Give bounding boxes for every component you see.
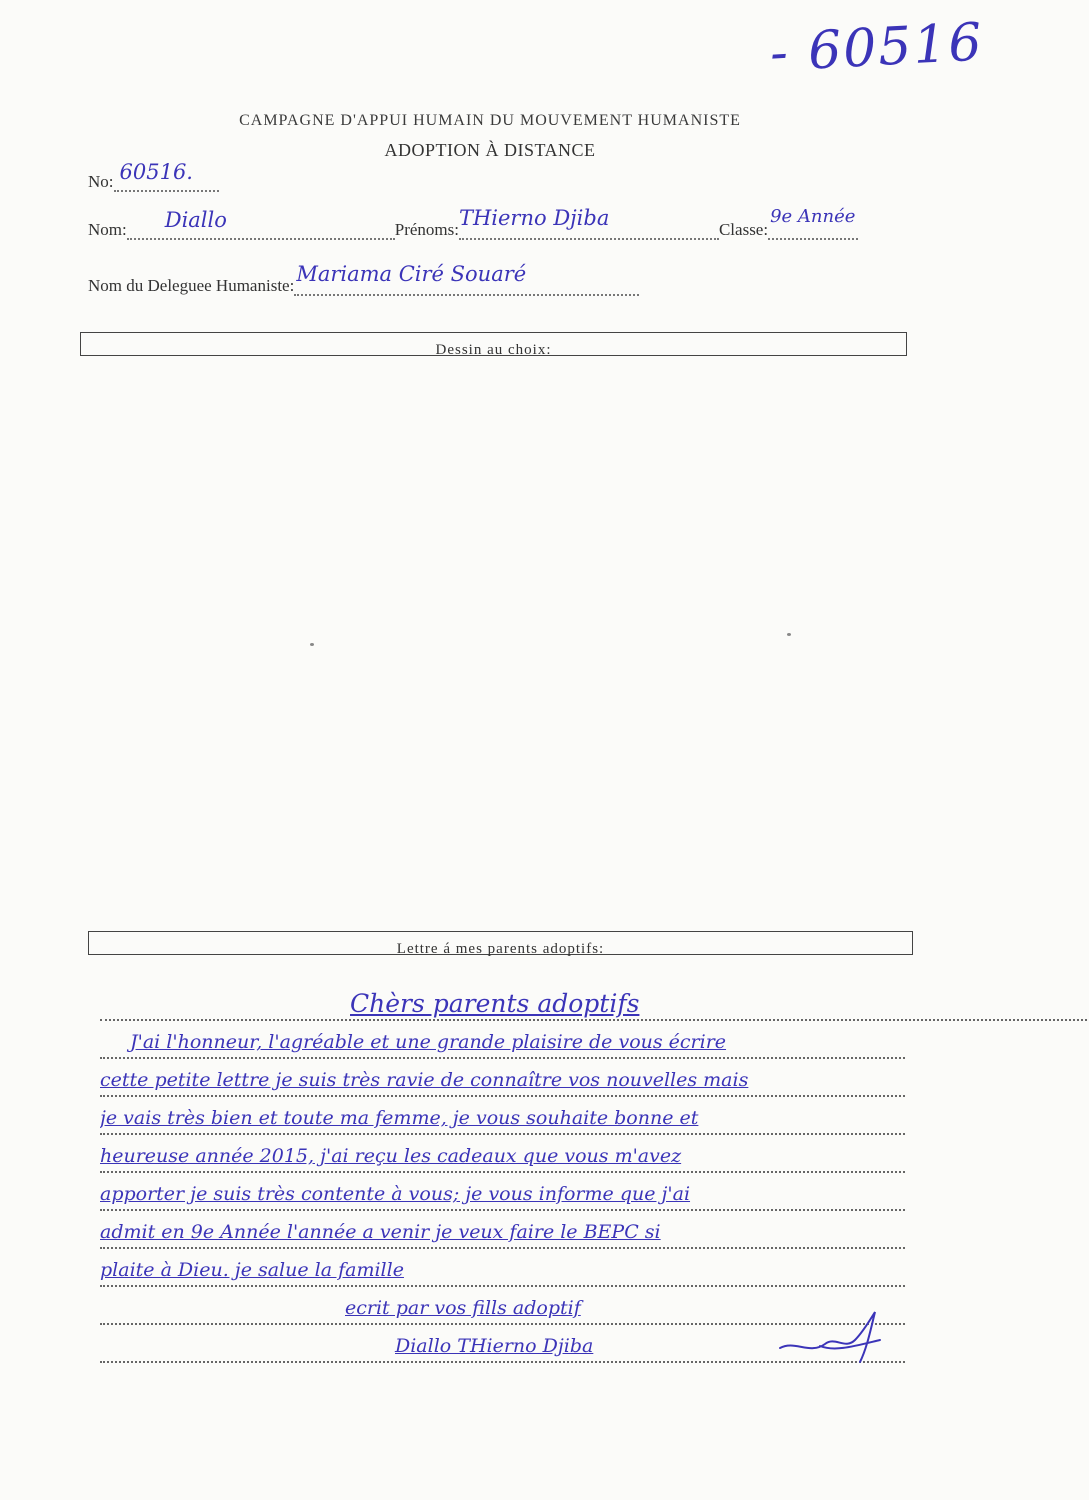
letter-line: plaite à Dieu. je salue la famille xyxy=(100,1251,905,1287)
classe-value: 9e Année xyxy=(770,206,856,227)
nom-dots xyxy=(127,208,395,240)
delegate-row xyxy=(88,262,639,296)
letter-line: J'ai l'honneur, l'agréable et une grande plaisire de vous écrire xyxy=(100,1023,905,1059)
name-row xyxy=(88,206,858,240)
prenoms-label: Prénoms: xyxy=(394,220,459,239)
drawing-section-title: Dessin au choix: xyxy=(435,342,552,358)
signature-scribble xyxy=(775,1300,885,1370)
letter-line: je vais très bien et toute ma femme, je vous souhaite bonne et xyxy=(100,1099,905,1135)
letter-line: heureuse année 2015, j'ai reçu les cadeaux que vous m'avez xyxy=(100,1137,905,1173)
letter-signature-name: Diallo THierno Djiba xyxy=(100,1327,905,1363)
letter-line: apporter je suis très contente à vous; je vous informe que j'ai xyxy=(100,1175,905,1211)
number-value: 60516. xyxy=(119,160,193,184)
handwritten-reference-number: - 60516 xyxy=(768,12,985,84)
organization-title: CAMPAGNE D'APPUI HUMAIN DU MOUVEMENT HUMANISTE xyxy=(239,112,741,129)
letter-line: admit en 9e Année l'année a venir je veux faire le BEPC si xyxy=(100,1213,905,1249)
program-title: ADOPTION À DISTANCE xyxy=(384,140,596,160)
scan-speck xyxy=(787,633,791,636)
letter-line: ecrit par vos fills adoptif xyxy=(100,1289,905,1325)
classe-label: Classe: xyxy=(718,220,769,239)
drawing-area xyxy=(82,385,907,930)
nom-label: Nom: xyxy=(88,220,127,239)
prenoms-value: THierno Djiba xyxy=(458,206,610,230)
nom-value: Diallo xyxy=(164,208,227,232)
number-field xyxy=(88,160,219,192)
delegate-value: Mariama Ciré Souaré xyxy=(296,262,527,286)
classe-dots xyxy=(768,206,858,240)
number-dots xyxy=(114,160,219,192)
letter-greeting: Chèrs parents adoptifs xyxy=(100,985,1089,1021)
delegate-label: Nom du Deleguee Humaniste: xyxy=(88,276,295,295)
number-label: No: xyxy=(88,172,114,191)
letter-line: cette petite lettre je suis très ravie de connaître vos nouvelles mais xyxy=(100,1061,905,1097)
letter-section-title: Lettre á mes parents adoptifs: xyxy=(396,941,605,957)
scan-speck xyxy=(310,643,314,646)
prenoms-dots xyxy=(458,206,719,240)
drawing-section-header xyxy=(80,332,907,356)
letter-section-header xyxy=(88,931,913,955)
delegate-dots xyxy=(294,262,639,296)
